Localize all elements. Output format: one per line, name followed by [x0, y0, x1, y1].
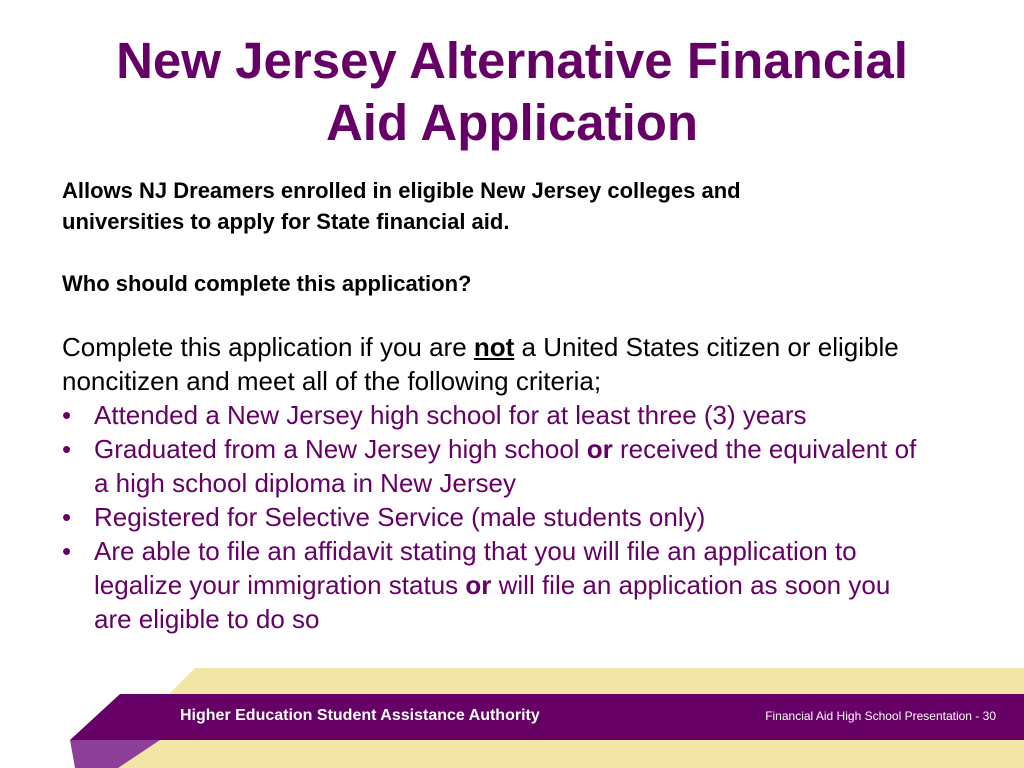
slide-title-line-2: Aid Application — [325, 94, 699, 151]
criteria-text: legalize your immigration status — [94, 570, 466, 600]
criteria-text: Graduated from a New Jersey high school — [94, 434, 587, 464]
bullet-icon: • — [62, 536, 72, 566]
slide-title-line-1: New Jersey Alternative Financial — [116, 32, 908, 89]
footer-page-label: Financial Aid High School Presentation - 30 — [765, 709, 996, 723]
question-heading: Who should complete this application? — [62, 271, 472, 296]
not-emphasis: not — [473, 332, 515, 362]
bullet-icon: • — [62, 434, 72, 464]
bullet-icon: • — [62, 502, 72, 532]
footer-organization: Higher Education Student Assistance Authority — [180, 707, 540, 724]
criteria-line: a high school diploma in New Jersey — [94, 468, 516, 498]
criteria-text: Registered for Selective Service (male students only) — [94, 502, 706, 532]
or-emphasis: or — [586, 434, 613, 464]
bullet-icon: • — [62, 400, 72, 430]
intro-line-1: Allows NJ Dreamers enrolled in eligible New Jersey colleges and — [62, 178, 741, 203]
criteria-line: are eligible to do so — [94, 604, 320, 634]
or-emphasis: or — [465, 570, 492, 600]
intro-line-2: universities to apply for State financial aid. — [62, 209, 510, 234]
criteria-text: Attended a New Jersey high school for at least three (3) years — [94, 400, 807, 430]
criteria-text: received the equivalent of — [612, 434, 917, 464]
complete-text-end: a United States citizen or eligible noncitizen and meet all of the following criteria; — [62, 332, 899, 396]
criteria-text: will file an application as soon you — [491, 570, 891, 600]
criteria-line: Are able to file an affidavit stating that you will file an application to — [94, 536, 857, 566]
complete-text-start: Complete this application if you are — [62, 332, 474, 362]
